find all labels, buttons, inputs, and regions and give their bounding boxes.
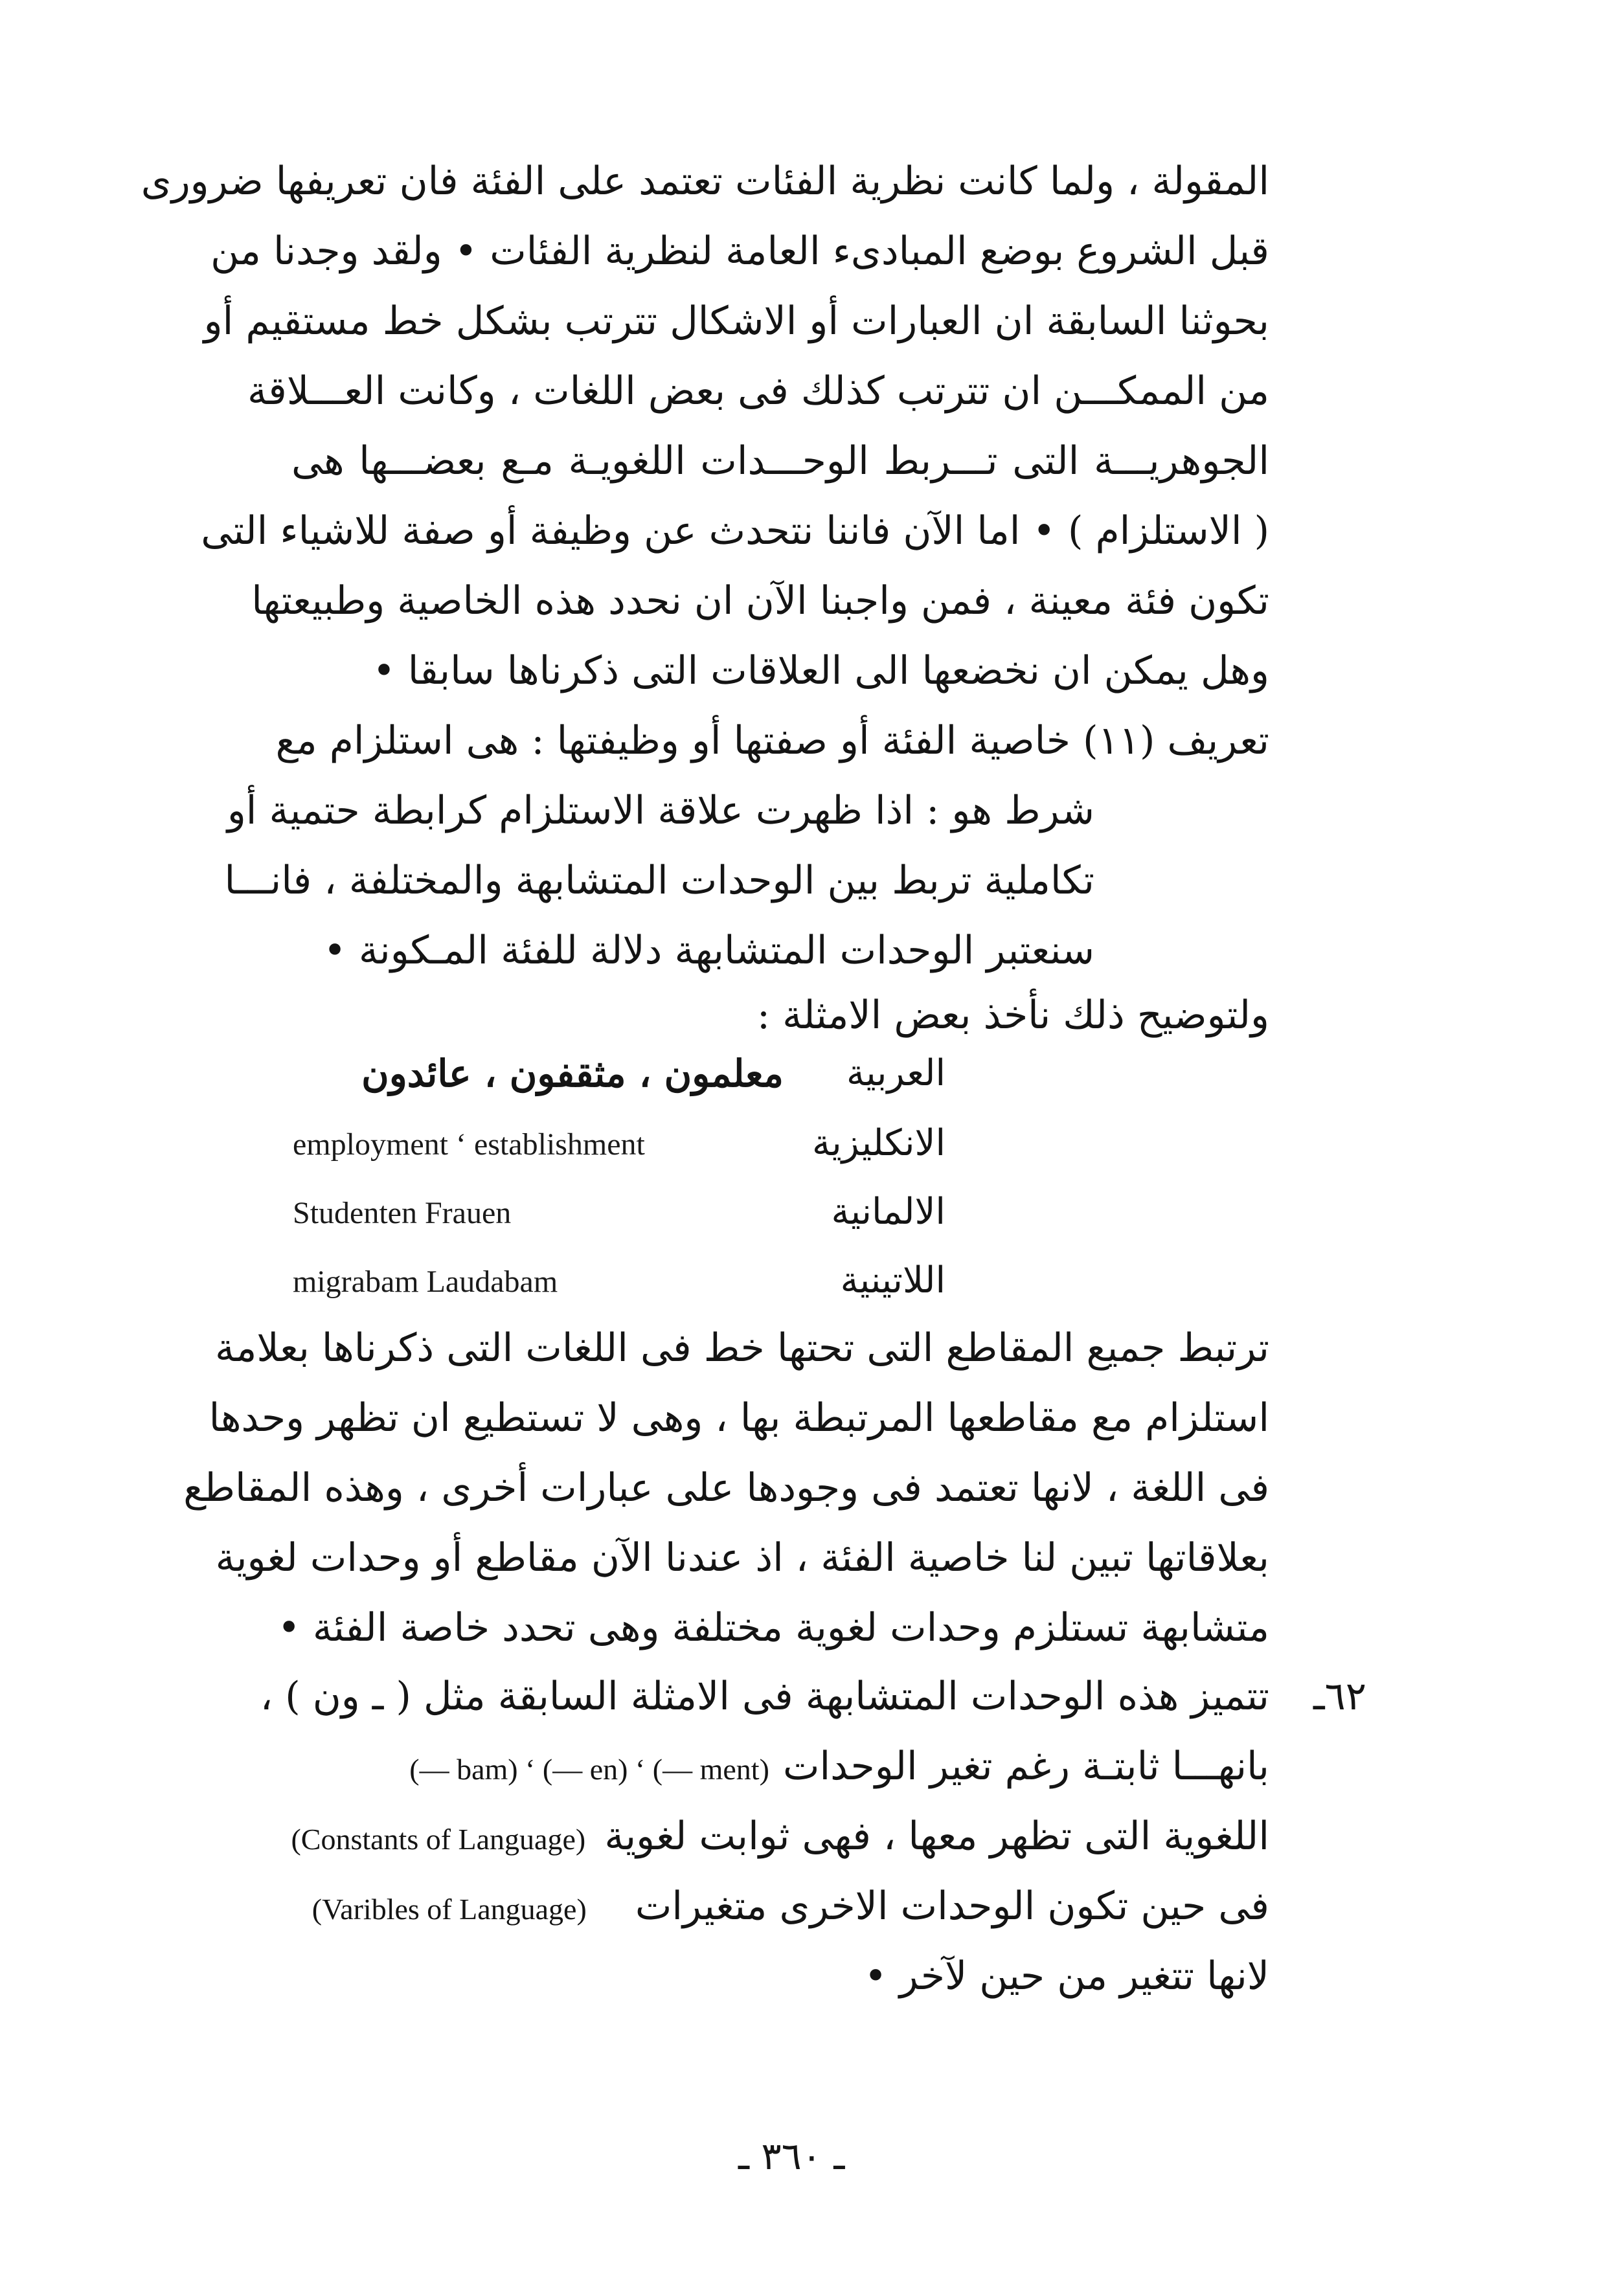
body-line: بعلاقاتها تبين لنا خاصية الفئة ، اذ عندنا الآن مقاطع أو وحدات لغوية [215,1535,1269,1581]
example-words: employment ‘ establishment [293,1127,645,1162]
body-line: فى اللغة ، لانها تعتمد فى وجودها على عبارات أخرى ، وهذه المقاطع [183,1465,1269,1511]
example-language: العربية [846,1052,945,1094]
example-words: Studenten Frauen [293,1196,512,1230]
mixed-arabic: اللغوية التى تظهر معها ، فهى ثوابت لغوية [604,1814,1269,1859]
body-line-mixed [291,1739,1269,1803]
body-line: متشابهة تستلزم وحدات لغوية مختلفة وهى تحدد خاصة الفئة • [277,1605,1269,1650]
definition-line: سنعتبر الوحدات المتشابهة دلالة للفئة المـكونة • [323,928,1094,973]
body-line: لانها تتغير من حين لآخر • [864,1953,1269,1999]
body-line: الجوهريـــة التى تـــربط الوحـــدات اللغويـة مـع بعضـــها هى [291,438,1269,484]
definition-heading: تعريف (١١) خاصية الفئة أو صفتها أو وظيفتها : هى استلزام مع [275,718,1269,763]
definition-line: شرط هو : اذا ظهرت علاقة الاستلزام كرابطة حتمية أو [227,788,1094,833]
body-line-mixed [291,1879,1269,1943]
body-line: استلزام مع مقاطعها المرتبطة بها ، وهى لا تستطيع ان تظهر وحدها [209,1395,1269,1441]
mixed-latin: (Constants of Language) [291,1823,586,1856]
mixed-arabic: فى حين تكون الوحدات الاخرى متغيرات [635,1884,1269,1929]
body-line-mixed [291,1809,1269,1873]
body-line: بحوثنا السابقة ان العبارات أو الاشكال تترتب بشكل خط مستقيم أو [203,298,1269,344]
body-line: قبل الشروع بوضع المبادىء العامة لنظرية الفئات • ولقد وجدنا من [210,229,1269,274]
body-line: من الممكـــن ان تترتب كذلك فى بعض اللغات ، وكانت العـــلاقة [247,368,1269,414]
body-line: ( الاستلزام ) • اما الآن فاننا نتحدث عن وظيفة أو صفة للاشياء التى [201,508,1269,554]
example-language: اللاتينية [840,1259,945,1301]
example-words: migrabam Laudabam [293,1265,558,1299]
section-number: ٦٢ـ [1313,1674,1366,1719]
examples-intro: ولتوضيح ذلك نأخذ بعض الامثلة : [756,993,1269,1038]
example-words: معلمون ، مثقفون ، عائدون [361,1052,784,1096]
example-language: الانكليزية [812,1122,945,1164]
mixed-latin: (— bam) ‘ (— en) ‘ (— ment) [409,1753,769,1786]
mixed-arabic: بانهـــا ثابتـة رغم تغير الوحدات [783,1744,1269,1789]
mixed-latin: (Varibles of Language) [311,1893,587,1926]
body-line: تكون فئة معينة ، فمن واجبنا الآن ان نحدد هذه الخاصية وطبيعتها [251,578,1269,624]
page-number: ـ ٣٦٠ ـ [738,2134,845,2178]
body-line: تتميز هذه الوحدات المتشابهة فى الامثلة السابقة مثل ( ـ ون ) ، [260,1674,1269,1719]
definition-line: تكاملية تربط بين الوحدات المتشابهة والمختلفة ، فانـــا [224,858,1094,903]
example-language: الالمانية [831,1191,945,1233]
body-line: المقولة ، ولما كانت نظرية الفئات تعتمد على الفئة فان تعريفها ضرورى [141,159,1269,204]
body-line: وهل يمكن ان نخضعها الى العلاقات التى ذكرناها سابقا • [372,648,1269,693]
body-line: ترتبط جميع المقاطع التى تحتها خط فى اللغات التى ذكرناها بعلامة [215,1325,1269,1371]
